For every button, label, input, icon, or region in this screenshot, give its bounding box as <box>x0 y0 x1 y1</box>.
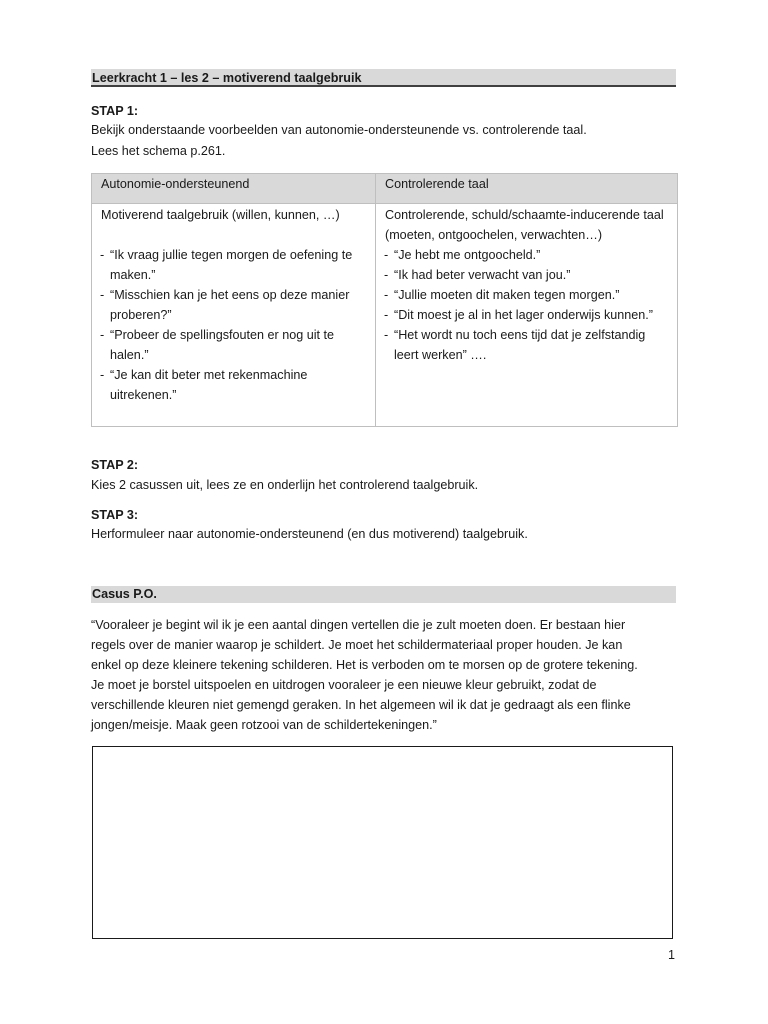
casus-line-3: enkel op deze kleinere tekening schilderen. Het is verboden om te morsen op de grotere tekening. <box>91 658 638 672</box>
step2-heading: STAP 2: <box>91 458 139 472</box>
step2-text: Kies 2 casussen uit, lees ze en onderlijn het controlerend taalgebruik. <box>91 478 479 492</box>
step1-heading: STAP 1: <box>91 104 139 118</box>
autonomy-intro: Motiverend taalgebruik (willen, kunnen, …) <box>101 208 340 222</box>
answer-box[interactable] <box>92 746 673 939</box>
list-item: - “Je hebt me ontgoocheld.” <box>385 245 669 265</box>
list-item: - “Dit moest je al in het lager onderwijs kunnen.” <box>385 305 669 325</box>
document-title: Leerkracht 1 – les 2 – motiverend taalgebruik <box>91 69 676 87</box>
table-header-controlling: Controlerende taal <box>376 174 678 204</box>
autonomy-examples <box>101 245 367 405</box>
casus-line-1: “Vooraleer je begint wil ik je een aantal dingen vertellen die je zult moeten doen. Er bestaan hier <box>91 618 626 632</box>
page-number: 1 <box>668 948 676 962</box>
controlling-intro: Controlerende, schuld/schaamte-inducerende taal (moeten, ontgoochelen, verwachten…) <box>385 208 664 242</box>
casus-line-5: verschillende kleuren niet gemengd geraken. In het algemeen wil ik dat je gedraagt als een flinke <box>91 698 631 712</box>
comparison-table <box>91 173 678 427</box>
casus-line-4: Je moet je borstel uitspoelen en uitdrogen vooraleer je een nieuwe kleur gebruikt, zodat de <box>91 678 597 692</box>
controlling-cell <box>376 204 678 427</box>
autonomy-cell <box>92 204 376 427</box>
step1-line-2: Lees het schema p.261. <box>91 144 226 158</box>
casus-title: Casus P.O. <box>91 586 676 603</box>
step1-line-1: Bekijk onderstaande voorbeelden van autonomie-ondersteunende vs. controlerende taal. <box>91 123 587 137</box>
step3-heading: STAP 3: <box>91 508 139 522</box>
list-item: - “Ik had beter verwacht van jou.” <box>385 265 669 285</box>
table-body-row <box>92 204 678 427</box>
controlling-examples <box>385 245 669 365</box>
casus-line-2: regels over de manier waarop je schildert. Je moet het schildermateriaal proper houden. Je kan <box>91 638 623 652</box>
table-header-row <box>92 174 678 204</box>
list-item: - “Ik vraag jullie tegen morgen de oefening te maken.” <box>101 245 367 285</box>
step3-text: Herformuleer naar autonomie-ondersteunend (en dus motiverend) taalgebruik. <box>91 527 528 541</box>
list-item: - “Probeer de spellingsfouten er nog uit te halen.” <box>101 325 367 365</box>
list-item: - “Je kan dit beter met rekenmachine uitrekenen.” <box>101 365 367 405</box>
list-item: - “Misschien kan je het eens op deze manier proberen?” <box>101 285 367 325</box>
list-item: - “Het wordt nu toch eens tijd dat je zelfstandig leert werken” …. <box>385 325 669 365</box>
list-item: - “Jullie moeten dit maken tegen morgen.” <box>385 285 669 305</box>
table-header-autonomy: Autonomie-ondersteunend <box>92 174 376 204</box>
casus-line-6: jongen/meisje. Maak geen rotzooi van de schildertekeningen.” <box>91 718 437 732</box>
